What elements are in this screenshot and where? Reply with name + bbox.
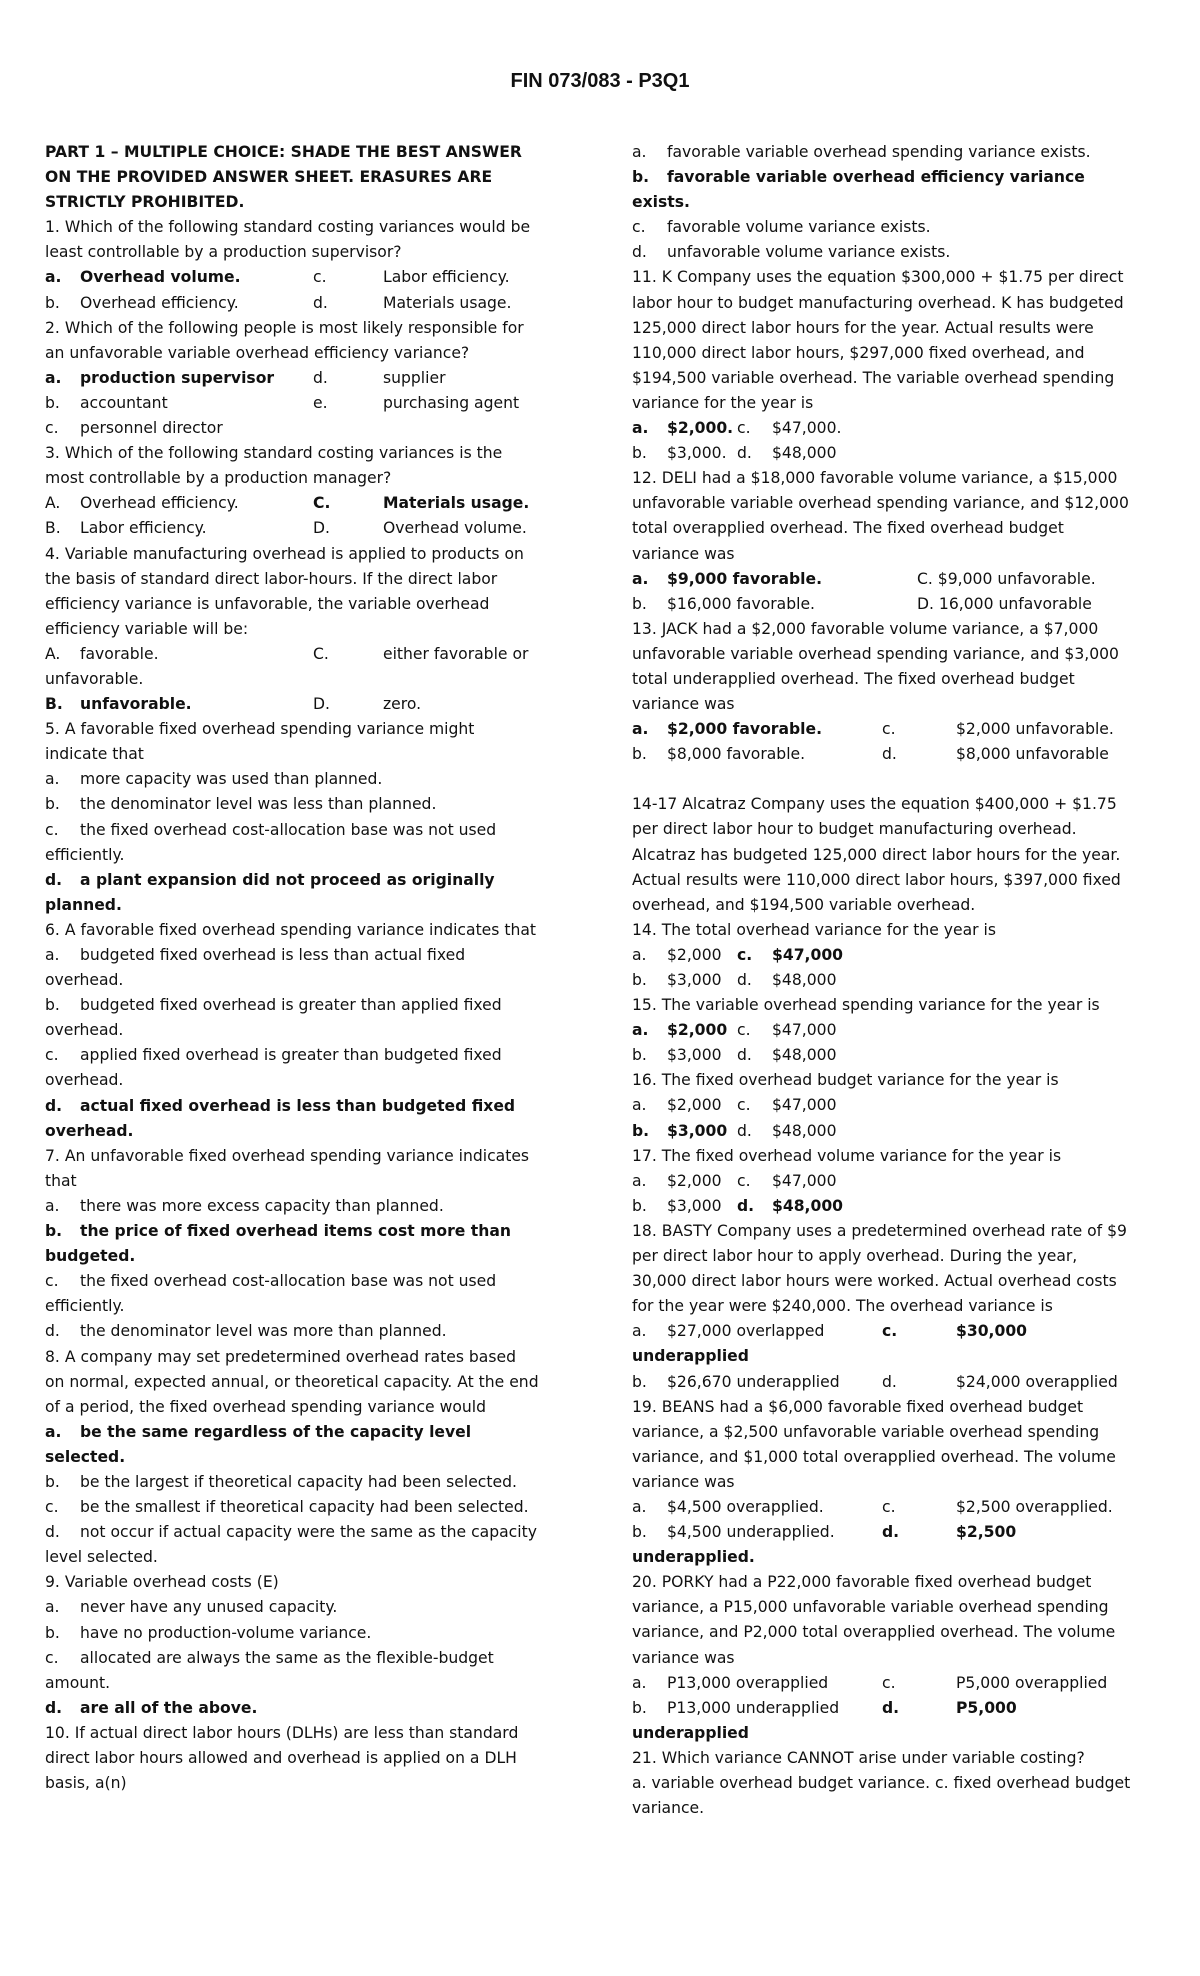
option-letter: a. bbox=[632, 419, 649, 438]
option-text: $4,500 underapplied. bbox=[667, 1523, 835, 1542]
answer-row bbox=[632, 1169, 1134, 1194]
answer-row bbox=[45, 1495, 540, 1520]
option-letter: c. bbox=[45, 1046, 59, 1065]
option-letter: a. bbox=[45, 1598, 60, 1617]
option-text: $2,000 unfavorable. bbox=[956, 720, 1114, 739]
answer-row bbox=[45, 265, 540, 290]
option-text: Overhead efficiency. bbox=[80, 293, 239, 312]
answer-row bbox=[632, 1018, 1134, 1043]
question-text: 5. A favorable fixed overhead spending variance might indicate that bbox=[45, 720, 475, 764]
option-letter: b. bbox=[45, 795, 60, 814]
answer-row bbox=[632, 943, 1134, 968]
question-text: 11. K Company uses the equation $300,000 + $1.75 per direct labor hour to budget manufacturing overhead. K has budgeted 125,000 direct labor hours for the year. Actual results were 110,000 direct labor hours, $297,000 fixed overhead, and $194,500 variable overhead. The variable overhead spending variance for the year is bbox=[632, 268, 1124, 412]
option-text: more capacity was used than planned. bbox=[80, 770, 383, 789]
answer-row bbox=[45, 1595, 540, 1620]
option-letter: a. bbox=[632, 569, 649, 588]
question-text: 14-17 Alcatraz Company uses the equation $400,000 + $1.75 per direct labor hour to budget manufacturing overhead. Alcatraz has budgeted 125,000 direct labor hours for the year. Actual results were 110,000 direct labor hours, $397,000 fixed overhead, and $194,500 variable overhead. bbox=[632, 795, 1121, 914]
option-letter: b. bbox=[632, 594, 647, 613]
option-letter: b. bbox=[632, 1372, 647, 1391]
option-letter: B. bbox=[45, 519, 61, 538]
option-text: Materials usage. bbox=[383, 293, 512, 312]
option-letter: d. bbox=[882, 1698, 900, 1717]
option-text: are all of the above. bbox=[80, 1698, 258, 1717]
option-text: $2,000 bbox=[667, 1096, 722, 1115]
option-text: be the same regardless of the capacity level selected. bbox=[45, 1422, 472, 1466]
option-letter: b. bbox=[45, 1623, 60, 1642]
option-text: zero. bbox=[383, 695, 422, 714]
option-letter: b. bbox=[632, 1196, 647, 1215]
answer-row bbox=[632, 1194, 1134, 1219]
question-text: 18. BASTY Company uses a predetermined overhead rate of $9 per direct labor hour to apply overhead. During the year, 30,000 direct labor hours were worked. Actual overhead costs for the year were $240,000. The overhead variance is bbox=[632, 1221, 1127, 1316]
option-text: be the largest if theoretical capacity had been selected. bbox=[80, 1472, 517, 1491]
option-letter: d. bbox=[737, 1121, 752, 1140]
option-letter: D. bbox=[313, 519, 330, 538]
option-text: $2,000. bbox=[667, 419, 734, 438]
option-letter: b. bbox=[632, 745, 647, 764]
option-letter: c. bbox=[882, 720, 896, 739]
option-text: favorable variable overhead spending variance exists. bbox=[667, 143, 1091, 161]
option-text: accountant bbox=[80, 393, 168, 412]
question-text: 10. If actual direct labor hours (DLHs) are less than standard direct labor hours allowed and overhead is applied on a DLH basis, a(n) bbox=[45, 1723, 519, 1793]
question-text: 14. The total overhead variance for the year is bbox=[632, 920, 996, 939]
option-text: Overhead efficiency. bbox=[80, 494, 239, 513]
option-letter: a. bbox=[632, 1021, 649, 1040]
answer-row bbox=[45, 943, 540, 993]
option-letter: b. bbox=[45, 293, 60, 312]
option-letter: a. bbox=[632, 143, 647, 161]
option-letter: c. bbox=[737, 1096, 751, 1115]
question-text: 17. The fixed overhead volume variance for the year is bbox=[632, 1146, 1062, 1165]
answer-row bbox=[632, 1520, 1134, 1570]
answer-row bbox=[45, 1696, 540, 1721]
option-letter: D. bbox=[313, 695, 330, 714]
question-text: 21. Which variance CANNOT arise under variable costing? bbox=[632, 1748, 1085, 1767]
option-text: the fixed overhead cost-allocation base was not used efficiently. bbox=[45, 1272, 497, 1316]
option-text: personnel director bbox=[80, 419, 223, 438]
option-letter: b. bbox=[632, 971, 647, 989]
question-text: 2. Which of the following people is most likely responsible for an unfavorable variable overhead efficiency variance? bbox=[45, 318, 524, 362]
answer-row bbox=[632, 165, 1134, 215]
answer-row bbox=[45, 792, 540, 817]
option-text: $48,000 bbox=[772, 1121, 837, 1140]
option-letter: b. bbox=[45, 393, 60, 412]
option-text: never have any unused capacity. bbox=[80, 1598, 338, 1617]
option-text: Labor efficiency. bbox=[80, 519, 207, 538]
option-letter: c. bbox=[737, 1021, 751, 1040]
option-text: favorable variable overhead efficiency variance exists. bbox=[632, 168, 1085, 212]
option-text: $2,500 overapplied. bbox=[956, 1497, 1113, 1516]
answer-row bbox=[632, 441, 1134, 466]
option-text: $30,000 underapplied bbox=[632, 1322, 1028, 1366]
option-letter: c. bbox=[882, 1673, 896, 1692]
option-text: a plant expansion did not proceed as originally planned. bbox=[45, 870, 495, 914]
option-text: budgeted fixed overhead is less than actual fixed overhead. bbox=[45, 946, 466, 990]
answer-row bbox=[45, 516, 540, 541]
answer-row bbox=[45, 416, 540, 441]
option-letter: b. bbox=[632, 444, 647, 463]
option-text: $4,500 overapplied. bbox=[667, 1497, 824, 1516]
option-text: $16,000 favorable. bbox=[667, 594, 816, 613]
question-text: a. variable overhead budget variance. c. fixed overhead budget variance. bbox=[632, 1774, 1131, 1818]
option-letter: d. bbox=[45, 870, 63, 889]
option-letter: C. bbox=[313, 494, 331, 513]
answer-row bbox=[632, 1319, 1134, 1369]
option-letter: c. bbox=[45, 820, 59, 839]
question-text: 20. PORKY had a P22,000 favorable fixed overhead budget variance, a P15,000 unfavorable variable overhead spending variance, and P2,000 total overapplied overhead. The volume variance was bbox=[632, 1573, 1116, 1667]
option-text: $47,000 bbox=[772, 1021, 837, 1040]
answer-row bbox=[45, 1520, 540, 1570]
option-text: $48,000 bbox=[772, 1196, 844, 1215]
option-text: $48,000 bbox=[772, 1046, 837, 1065]
option-text: $2,000 bbox=[667, 1171, 722, 1190]
answer-row bbox=[45, 692, 540, 717]
option-letter: b. bbox=[632, 1698, 647, 1717]
question-text: 1. Which of the following standard costing variances would be least controllable by a production supervisor? bbox=[45, 218, 531, 262]
answer-row bbox=[45, 291, 540, 316]
option-text: be the smallest if theoretical capacity had been selected. bbox=[80, 1498, 529, 1517]
right-line bbox=[632, 767, 1134, 792]
option-text: $27,000 overlapped bbox=[667, 1322, 825, 1341]
option-text: $48,000 bbox=[772, 971, 837, 989]
answer-row bbox=[632, 742, 1134, 767]
option-text: the denominator level was more than planned. bbox=[80, 1322, 447, 1341]
option-text: Labor efficiency. bbox=[383, 268, 510, 287]
option-text: the denominator level was less than planned. bbox=[80, 795, 437, 814]
answer-row bbox=[632, 717, 1134, 742]
question-text: 6. A favorable fixed overhead spending variance indicates that bbox=[45, 920, 537, 939]
answer-row bbox=[632, 968, 1134, 993]
option-letter: c. bbox=[737, 1171, 751, 1190]
option-text: favorable volume variance exists. bbox=[667, 218, 931, 237]
option-text: favorable. bbox=[80, 644, 159, 663]
option-letter: b. bbox=[632, 168, 650, 187]
option-text: Overhead volume. bbox=[383, 519, 527, 538]
option-text: the fixed overhead cost-allocation base was not used efficiently. bbox=[45, 820, 497, 864]
option-text: there was more excess capacity than planned. bbox=[80, 1196, 444, 1215]
option-letter: d. bbox=[313, 368, 328, 387]
question-text: 19. BEANS had a $6,000 favorable fixed overhead budget variance, a $2,500 unfavorable variable overhead spending variance, and $1,000 total overapplied overhead. The volume variance was bbox=[632, 1397, 1116, 1491]
option-text: $3,000 bbox=[667, 971, 722, 989]
answer-row bbox=[632, 416, 1134, 441]
answer-row bbox=[632, 215, 1134, 240]
answer-row bbox=[45, 868, 540, 918]
option-text: $47,000 bbox=[772, 1096, 837, 1115]
option-letter: c. bbox=[45, 1648, 59, 1667]
option-letter: d. bbox=[737, 444, 752, 463]
option-letter: b. bbox=[632, 1121, 650, 1140]
answer-row bbox=[632, 1043, 1134, 1068]
option-letter: d. bbox=[45, 1322, 60, 1341]
option-text: actual fixed overhead is less than budgeted fixed overhead. bbox=[45, 1096, 516, 1140]
option-text: $2,500 underapplied. bbox=[632, 1523, 1017, 1567]
option-letter: d. bbox=[882, 1372, 897, 1391]
answer-row bbox=[45, 1043, 540, 1093]
option-letter: c. bbox=[45, 1498, 59, 1517]
option-text: $3,000. bbox=[667, 444, 727, 463]
option-letter: d. bbox=[45, 1096, 63, 1115]
option-text: applied fixed overhead is greater than budgeted fixed overhead. bbox=[45, 1046, 502, 1090]
option-letter: b. bbox=[632, 1523, 647, 1542]
answer-row bbox=[45, 1420, 540, 1470]
option-letter: d. bbox=[313, 293, 328, 312]
option-text: Materials usage. bbox=[383, 494, 530, 513]
option-text: either favorable or unfavorable. bbox=[45, 644, 529, 688]
answer-row bbox=[632, 1696, 1134, 1746]
option-letter: a. bbox=[632, 1096, 647, 1115]
option-text: budgeted fixed overhead is greater than applied fixed overhead. bbox=[45, 996, 502, 1040]
answer-row bbox=[45, 366, 540, 391]
question-text: 8. A company may set predetermined overhead rates based on normal, expected annual, or theoretical capacity. At the end of a period, the fixed overhead spending variance would bbox=[45, 1347, 539, 1416]
option-text: unfavorable. bbox=[80, 695, 192, 714]
answer-row bbox=[632, 240, 1134, 265]
answer-row bbox=[632, 140, 1134, 165]
option-text: $3,000 bbox=[667, 1046, 722, 1065]
option-text: P5,000 underapplied bbox=[632, 1698, 1017, 1742]
option-letter: d. bbox=[632, 243, 647, 262]
answer-row bbox=[632, 1671, 1134, 1696]
option-letter: d. bbox=[737, 1046, 752, 1065]
option-text: $48,000 bbox=[772, 444, 837, 463]
answer-row bbox=[45, 491, 540, 516]
answer-row bbox=[45, 993, 540, 1043]
option-text: unfavorable volume variance exists. bbox=[667, 243, 951, 262]
option-letter: a. bbox=[45, 1422, 62, 1441]
option-letter: b. bbox=[45, 1472, 60, 1491]
question-text: 15. The variable overhead spending variance for the year is bbox=[632, 996, 1100, 1015]
option-letter: c. bbox=[882, 1497, 896, 1516]
option-text: $3,000 bbox=[667, 1121, 728, 1140]
option-letter: c. bbox=[737, 419, 751, 438]
option-text: $47,000. bbox=[772, 419, 842, 438]
option-letter: d. bbox=[882, 745, 897, 764]
answer-row bbox=[45, 1219, 540, 1269]
option-text: $8,000 favorable. bbox=[667, 745, 806, 764]
answer-row bbox=[632, 1370, 1134, 1395]
question-text: 9. Variable overhead costs (E) bbox=[45, 1573, 279, 1592]
question-text: 12. DELI had a $18,000 favorable volume variance, a $15,000 unfavorable variable overhead spending variance, and $12,000 total overapplied overhead. The fixed overhead budget variance was bbox=[632, 469, 1129, 563]
option-text: production supervisor bbox=[80, 368, 275, 387]
answer-row bbox=[45, 1319, 540, 1344]
option-text: P5,000 overapplied bbox=[956, 1673, 1108, 1692]
answer-row bbox=[632, 567, 1134, 592]
option-letter: a. bbox=[632, 1171, 647, 1190]
option-letter: d. bbox=[45, 1523, 60, 1542]
option-text: $47,000 bbox=[772, 945, 844, 964]
right-column bbox=[632, 140, 1134, 1821]
page-title: FIN 073/083 - P3Q1 bbox=[510, 70, 690, 92]
left-column bbox=[45, 140, 540, 1796]
option-text: $2,000 favorable. bbox=[667, 720, 823, 739]
question-text: 4. Variable manufacturing overhead is applied to products on the basis of standard direct labor-hours. If the direct labor efficiency variance is unfavorable, the variable overhead efficiency variable will be: bbox=[45, 544, 524, 638]
option-text: $3,000 bbox=[667, 1196, 722, 1215]
option-text: D. 16,000 unfavorable bbox=[917, 594, 1092, 613]
answer-row bbox=[45, 1269, 540, 1319]
option-letter: a. bbox=[45, 368, 62, 387]
option-letter: a. bbox=[632, 720, 649, 739]
option-text: $8,000 unfavorable bbox=[956, 745, 1109, 764]
option-letter: C. bbox=[313, 644, 329, 663]
option-letter: c. bbox=[45, 419, 59, 438]
answer-row bbox=[632, 1495, 1134, 1520]
option-letter: d. bbox=[882, 1523, 900, 1542]
option-letter: e. bbox=[313, 393, 328, 412]
option-text: $26,670 underapplied bbox=[667, 1372, 840, 1391]
answer-row bbox=[45, 1194, 540, 1219]
option-letter: B. bbox=[45, 695, 63, 714]
answer-row bbox=[45, 1621, 540, 1646]
option-letter: a. bbox=[45, 770, 60, 789]
option-text: the price of fixed overhead items cost more than budgeted. bbox=[45, 1222, 511, 1266]
option-letter: b. bbox=[45, 996, 60, 1015]
option-letter: b. bbox=[632, 1046, 647, 1065]
option-letter: b. bbox=[45, 1222, 63, 1241]
option-letter: a. bbox=[632, 1497, 647, 1516]
option-text: $2,000 bbox=[667, 945, 722, 964]
option-letter: A. bbox=[45, 494, 61, 513]
answer-row bbox=[45, 818, 540, 868]
option-text: $2,000 bbox=[667, 1021, 728, 1040]
option-letter: A. bbox=[45, 644, 61, 663]
answer-row bbox=[45, 767, 540, 792]
question-text: PART 1 – MULTIPLE CHOICE: SHADE THE BEST ANSWER ON THE PROVIDED ANSWER SHEET. ERASURES ARE STRICTLY PROHIBITED. bbox=[45, 143, 522, 212]
answer-row bbox=[632, 1093, 1134, 1118]
option-letter: a. bbox=[632, 945, 647, 964]
answer-row bbox=[45, 642, 540, 692]
option-letter: a. bbox=[632, 1673, 647, 1692]
option-text: supplier bbox=[383, 368, 446, 387]
question-text: 13. JACK had a $2,000 favorable volume variance, a $7,000 unfavorable variable overhead spending variance, and $3,000 total underapplied overhead. The fixed overhead budget variance was bbox=[632, 619, 1119, 714]
option-text: have no production-volume variance. bbox=[80, 1623, 372, 1642]
answer-row bbox=[45, 1094, 540, 1144]
option-letter: d. bbox=[737, 1196, 755, 1215]
option-text: not occur if actual capacity were the same as the capacity level selected. bbox=[45, 1523, 537, 1567]
option-text: P13,000 overapplied bbox=[667, 1673, 829, 1692]
option-letter: a. bbox=[632, 1322, 647, 1341]
option-letter: a. bbox=[45, 946, 60, 964]
option-letter: d. bbox=[737, 971, 752, 989]
option-text: $24,000 overapplied bbox=[956, 1372, 1118, 1391]
option-text: $47,000 bbox=[772, 1171, 837, 1190]
option-letter: c. bbox=[632, 218, 646, 237]
option-text: C. $9,000 unfavorable. bbox=[917, 569, 1096, 588]
option-letter: a. bbox=[45, 1196, 60, 1215]
option-letter: c. bbox=[45, 1272, 59, 1291]
option-letter: a. bbox=[45, 268, 62, 287]
option-text: allocated are always the same as the flexible-budget amount. bbox=[45, 1648, 494, 1692]
option-text: P13,000 underapplied bbox=[667, 1698, 840, 1717]
question-text: 7. An unfavorable fixed overhead spending variance indicates that bbox=[45, 1146, 530, 1190]
option-letter: c. bbox=[313, 268, 327, 287]
question-text: 16. The fixed overhead budget variance for the year is bbox=[632, 1071, 1059, 1090]
answer-row bbox=[45, 1470, 540, 1495]
option-text: purchasing agent bbox=[383, 393, 520, 412]
option-letter: d. bbox=[45, 1698, 63, 1717]
option-text: Overhead volume. bbox=[80, 268, 241, 287]
answer-row bbox=[45, 391, 540, 416]
answer-row bbox=[45, 1646, 540, 1696]
question-text: 3. Which of the following standard costing variances is the most controllable by a production manager? bbox=[45, 444, 503, 488]
option-letter: c. bbox=[737, 945, 753, 964]
answer-row bbox=[632, 1119, 1134, 1144]
option-letter: c. bbox=[882, 1322, 898, 1341]
option-text: $9,000 favorable. bbox=[667, 569, 823, 588]
answer-row bbox=[632, 592, 1134, 617]
